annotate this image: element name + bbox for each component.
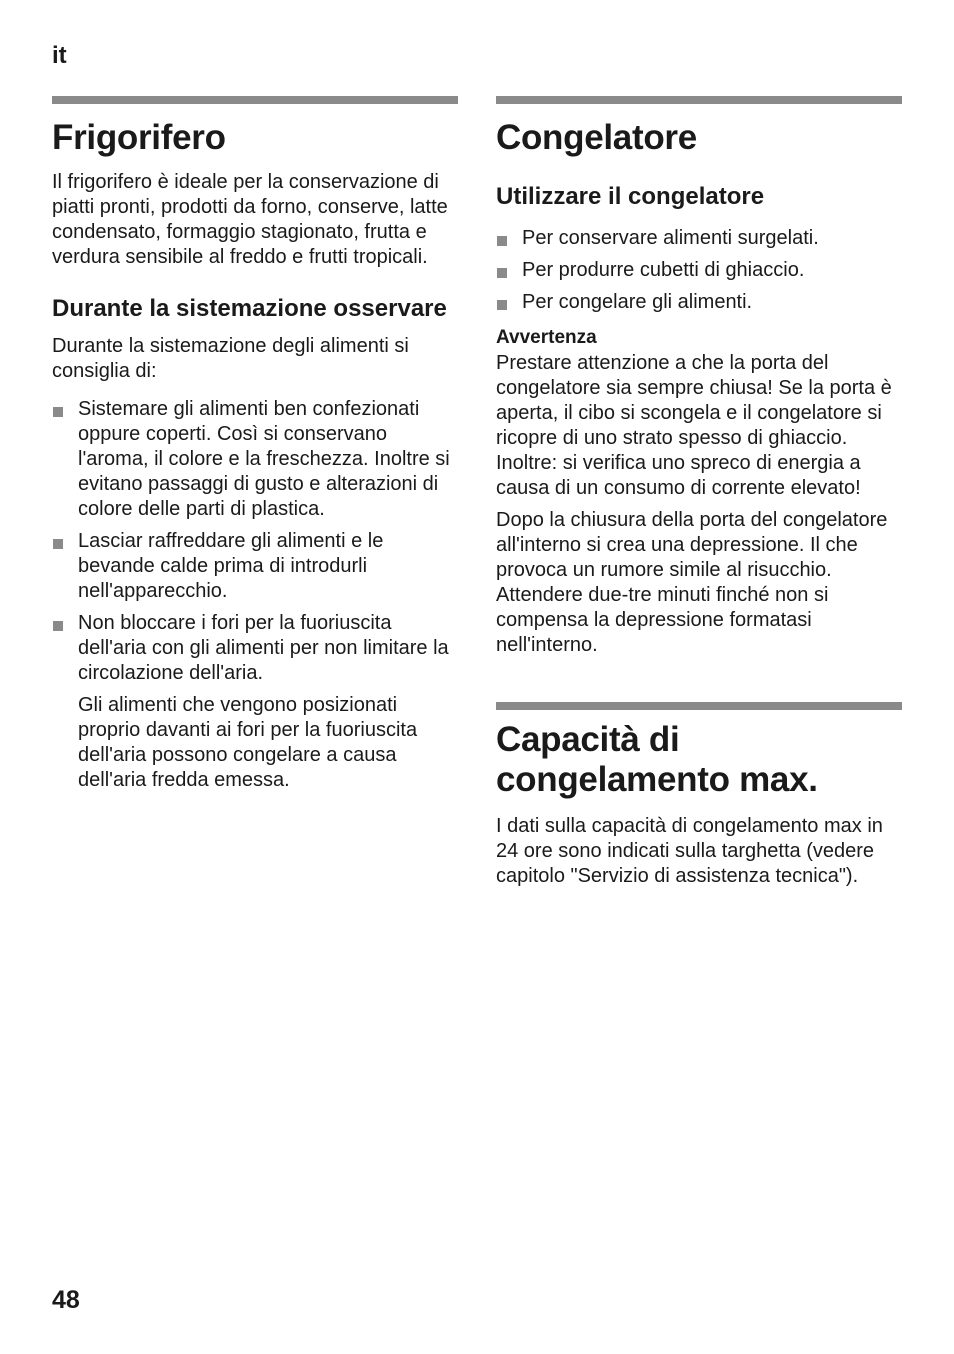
freezer-column [496,96,902,889]
square-bullet-icon [497,300,507,310]
square-bullet-icon [53,407,63,417]
freezer-title: Congelatore [496,118,697,157]
square-bullet-icon [53,539,63,549]
square-bullet-icon [497,268,507,278]
warning-text: Prestare attenzione a che la porta del congelatore sia sempre chiusa! Se la porta è aperta, il cibo si scongela e il congelatore si ricopre di uno strato spesso di ghiaccio. Inoltre: si verifica uno spreco di energia a causa di un consumo di corrente elevato! [496,352,892,499]
placement-list [52,397,458,686]
square-bullet-icon [497,236,507,246]
list-item-text: Per produrre cubetti di ghiaccio. [522,259,805,281]
list-item-text: Per conservare alimenti surgelati. [522,227,819,249]
capacity-text: I dati sulla capacità di congelamento max in 24 ore sono indicati sulla targhetta (vedere capitolo "Servizio di assistenza tecnica"). [496,815,883,887]
list-item [52,397,458,522]
freezer-use-heading: Utilizzare il congelatore [496,183,765,210]
list-item [496,290,902,315]
list-item [496,258,902,283]
bullet-note: Gli alimenti che vengono posizionati proprio davanti ai fori per la fuoriuscita dell'aria possono congelare a causa dell'aria fredda emessa. [78,694,418,791]
freezer-paragraph: Dopo la chiusura della porta del congelatore all'interno si crea una depressione. Il che provoca un rumore simile al risucchio. Attendere due-tre minuti finché non si compensa la depressione formatasi nell'interno. [496,509,888,656]
list-item-text: Per congelare gli alimenti. [522,291,753,313]
fridge-intro: Il frigorifero è ideale per la conservazione di piatti pronti, prodotti da forno, conserve, latte condensato, formaggio stagionato, frutta e verdura sensibile al freddo e frutti tropicali. [52,171,448,268]
page-number: 48 [52,1286,80,1314]
list-item-text: Non bloccare i fori per la fuoriuscita dell'aria con gli alimenti per non limitare la circolazione dell'aria. [78,612,449,684]
freezer-use-list [496,226,902,315]
square-bullet-icon [53,621,63,631]
warning-heading: Avvertenza [496,327,597,348]
list-item [52,529,458,604]
list-item-text: Lasciar raffreddare gli alimenti e le bevande calde prima di introdurli nell'apparecchio. [78,530,384,602]
section-rule [496,702,902,710]
placement-heading: Durante la sistemazione osservare [52,295,447,322]
capacity-title: Capacità di congelamento max. [496,720,818,799]
section-rule [496,96,902,104]
language-code: it [52,42,67,69]
section-rule [52,96,458,104]
list-item [52,611,458,686]
fridge-title: Frigorifero [52,118,226,157]
list-item-text: Sistemare gli alimenti ben confezionati oppure coperti. Così si conservano l'aroma, il colore e la freschezza. Inoltre si evitano passaggi di gusto e alterazioni di colore delle parti di plastica. [78,398,450,520]
list-item [496,226,902,251]
placement-intro: Durante la sistemazione degli alimenti si consiglia di: [52,335,409,382]
fridge-column [52,96,458,793]
